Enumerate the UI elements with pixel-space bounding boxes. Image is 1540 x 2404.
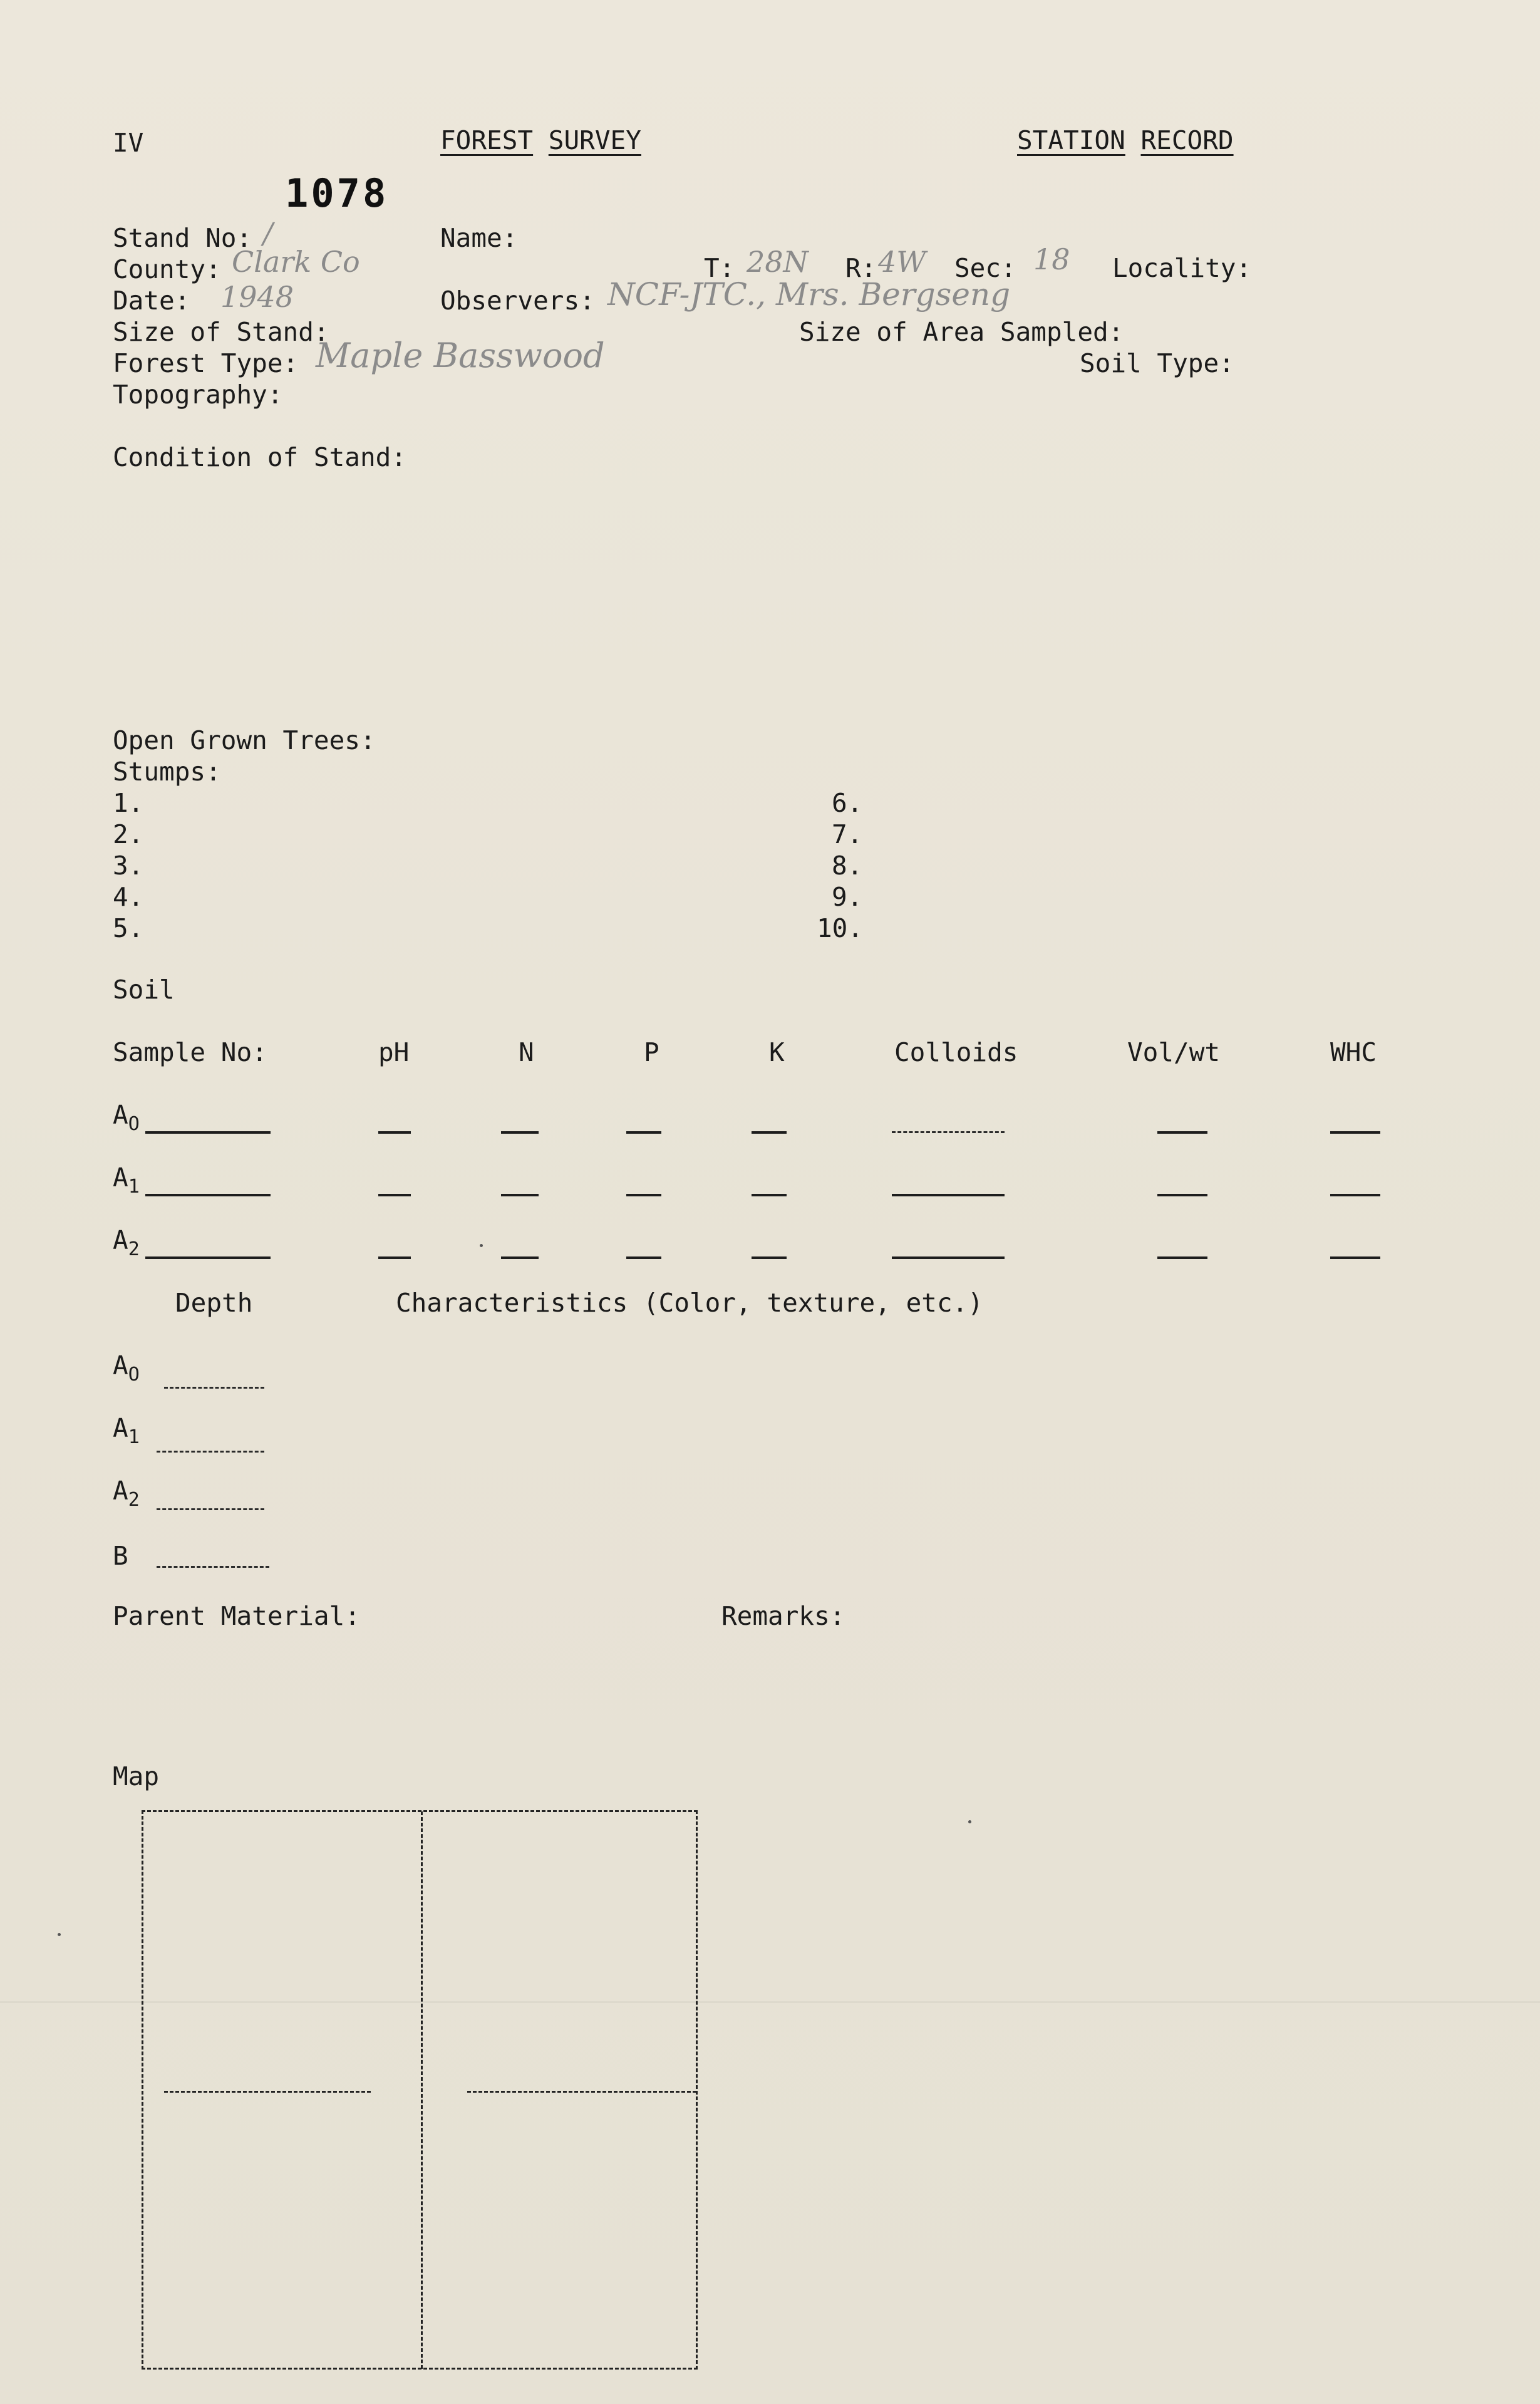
date-value: 1948 xyxy=(220,280,294,314)
depth-row-b-label xyxy=(113,1541,128,1574)
depth-row-a2-blank xyxy=(157,1508,264,1510)
soil-section-label: Soil xyxy=(113,975,175,1005)
forest-type-value: Maple Basswood xyxy=(316,336,605,375)
depth-row-a0-blank xyxy=(164,1387,264,1389)
depth-row-a0-letter: A xyxy=(113,1350,128,1381)
sample-row-a2-k-blank xyxy=(752,1256,787,1259)
record-title-part1: STATION xyxy=(1017,125,1125,155)
sample-row-a0-n-blank xyxy=(501,1131,539,1134)
map-label: Map xyxy=(113,1761,160,1791)
t-value: 28N xyxy=(747,245,809,279)
condition-of-stand-label: Condition of Stand: xyxy=(113,442,406,472)
sample-row-a2-letter: A xyxy=(113,1225,128,1255)
sample-row-a1-number-blank xyxy=(145,1194,271,1196)
stump-number-5: 5. xyxy=(113,913,144,943)
stump-number-8: 8. xyxy=(832,851,863,881)
column-colloids: Colloids xyxy=(894,1037,1018,1067)
sample-row-a0-p-blank xyxy=(626,1131,661,1134)
column-k: K xyxy=(769,1037,785,1067)
map-grid-horizontal-divider-right xyxy=(467,2091,696,2093)
depth-label: Depth xyxy=(175,1288,253,1318)
column-ph: pH xyxy=(378,1037,410,1067)
sample-row-a1-n-blank xyxy=(501,1194,539,1196)
stump-number-4: 4. xyxy=(113,882,144,912)
sample-row-a2-volwt-blank xyxy=(1157,1256,1207,1259)
section-number: IV xyxy=(113,128,144,158)
depth-row-a2-letter: A xyxy=(113,1476,128,1506)
observers-label: Observers: xyxy=(440,286,595,316)
sample-row-a2-whc-blank xyxy=(1330,1256,1380,1259)
sample-row-a0-number-blank xyxy=(145,1131,271,1134)
sample-row-a0-label xyxy=(113,1100,140,1133)
stump-number-9: 9. xyxy=(832,882,863,912)
depth-row-a1-label xyxy=(113,1413,140,1446)
sample-row-a0-whc-blank xyxy=(1330,1131,1380,1134)
size-of-area-label: Size of Area Sampled: xyxy=(799,317,1124,347)
depth-row-a0-label xyxy=(113,1350,140,1384)
sample-row-a2-colloids-blank xyxy=(892,1256,1005,1259)
sec-label: Sec: xyxy=(954,253,1016,283)
stump-number-6: 6. xyxy=(832,788,863,818)
sec-value: 18 xyxy=(1033,242,1070,276)
sample-row-a2-ph-blank xyxy=(378,1256,411,1259)
stump-number-1: 1. xyxy=(113,788,144,818)
depth-row-a1-blank xyxy=(157,1451,264,1453)
ink-speck xyxy=(58,1933,61,1936)
map-grid-horizontal-divider-left xyxy=(164,2091,371,2093)
locality-label: Locality: xyxy=(1112,253,1252,283)
depth-row-a1-letter: A xyxy=(113,1413,128,1443)
map-grid xyxy=(142,1810,698,2370)
stump-number-3: 3. xyxy=(113,851,144,881)
forest-type-label: Forest Type: xyxy=(113,348,299,378)
ink-speck xyxy=(480,1244,483,1247)
depth-row-a2-sub: 2 xyxy=(128,1489,140,1511)
parent-material-label: Parent Material: xyxy=(113,1601,360,1631)
county-value: Clark Co xyxy=(232,245,360,279)
sample-row-a0-k-blank xyxy=(752,1131,787,1134)
ink-speck xyxy=(968,1820,971,1823)
sample-row-a1-label xyxy=(113,1163,140,1196)
stump-number-2: 2. xyxy=(113,819,144,849)
stand-no-value: / xyxy=(263,216,273,250)
record-title-part2: RECORD xyxy=(1140,125,1234,155)
column-p: P xyxy=(644,1037,659,1067)
map-grid-vertical-divider xyxy=(421,1811,423,2369)
sample-row-a2-number-blank xyxy=(145,1256,271,1259)
sample-row-a1-k-blank xyxy=(752,1194,787,1196)
r-label: R: xyxy=(845,253,877,283)
depth-row-a0-sub: O xyxy=(128,1364,140,1386)
column-vol-wt: Vol/wt xyxy=(1127,1037,1221,1067)
column-whc: WHC xyxy=(1330,1037,1377,1067)
name-label: Name: xyxy=(440,223,518,253)
stand-no-label: Stand No: xyxy=(113,223,252,253)
sample-row-a1-letter: A xyxy=(113,1163,128,1193)
sample-row-a0-letter: A xyxy=(113,1100,128,1130)
sample-row-a1-whc-blank xyxy=(1330,1194,1380,1196)
record-title xyxy=(1017,125,1234,155)
sample-row-a1-sub: 1 xyxy=(128,1176,140,1198)
stump-number-7: 7. xyxy=(832,819,863,849)
open-grown-trees-label: Open Grown Trees: xyxy=(113,725,376,755)
stumps-label: Stumps: xyxy=(113,757,221,787)
sample-row-a1-colloids-blank xyxy=(892,1194,1005,1196)
sample-row-a1-volwt-blank xyxy=(1157,1194,1207,1196)
topography-label: Topography: xyxy=(113,380,283,410)
soil-type-label: Soil Type: xyxy=(1080,348,1234,378)
sample-row-a2-sub: 2 xyxy=(128,1238,140,1260)
sample-row-a1-p-blank xyxy=(626,1194,661,1196)
sample-row-a0-ph-blank xyxy=(378,1131,411,1134)
form-title-part2: SURVEY xyxy=(548,125,641,155)
form-title xyxy=(440,125,641,155)
characteristics-label: Characteristics (Color, texture, etc.) xyxy=(396,1288,983,1318)
sample-row-a2-n-blank xyxy=(501,1256,539,1259)
sample-row-a0-sub: O xyxy=(128,1113,140,1135)
stump-number-10: 10. xyxy=(817,913,864,943)
sample-row-a0-volwt-blank xyxy=(1157,1131,1207,1134)
size-of-stand-label: Size of Stand: xyxy=(113,317,329,347)
depth-row-b-blank xyxy=(157,1566,269,1568)
observers-value: NCF-JTC., Mrs. Bergseng xyxy=(607,276,1011,313)
column-n: N xyxy=(519,1037,534,1067)
stamp-number: 1078 xyxy=(285,170,389,216)
sample-row-a0-colloids-blank xyxy=(892,1131,1005,1133)
sample-row-a1-ph-blank xyxy=(378,1194,411,1196)
remarks-label: Remarks: xyxy=(721,1601,845,1631)
column-sample-no: Sample No: xyxy=(113,1037,267,1067)
depth-row-a1-sub: 1 xyxy=(128,1426,140,1448)
county-label: County: xyxy=(113,254,221,284)
sample-row-a2-label xyxy=(113,1225,140,1258)
t-label: T: xyxy=(704,253,735,283)
depth-row-b-letter: B xyxy=(113,1541,128,1571)
depth-row-a2-label xyxy=(113,1476,140,1509)
form-title-part1: FOREST xyxy=(440,125,534,155)
date-label: Date: xyxy=(113,286,190,316)
sample-row-a2-p-blank xyxy=(626,1256,661,1259)
r-value: 4W xyxy=(878,245,926,279)
